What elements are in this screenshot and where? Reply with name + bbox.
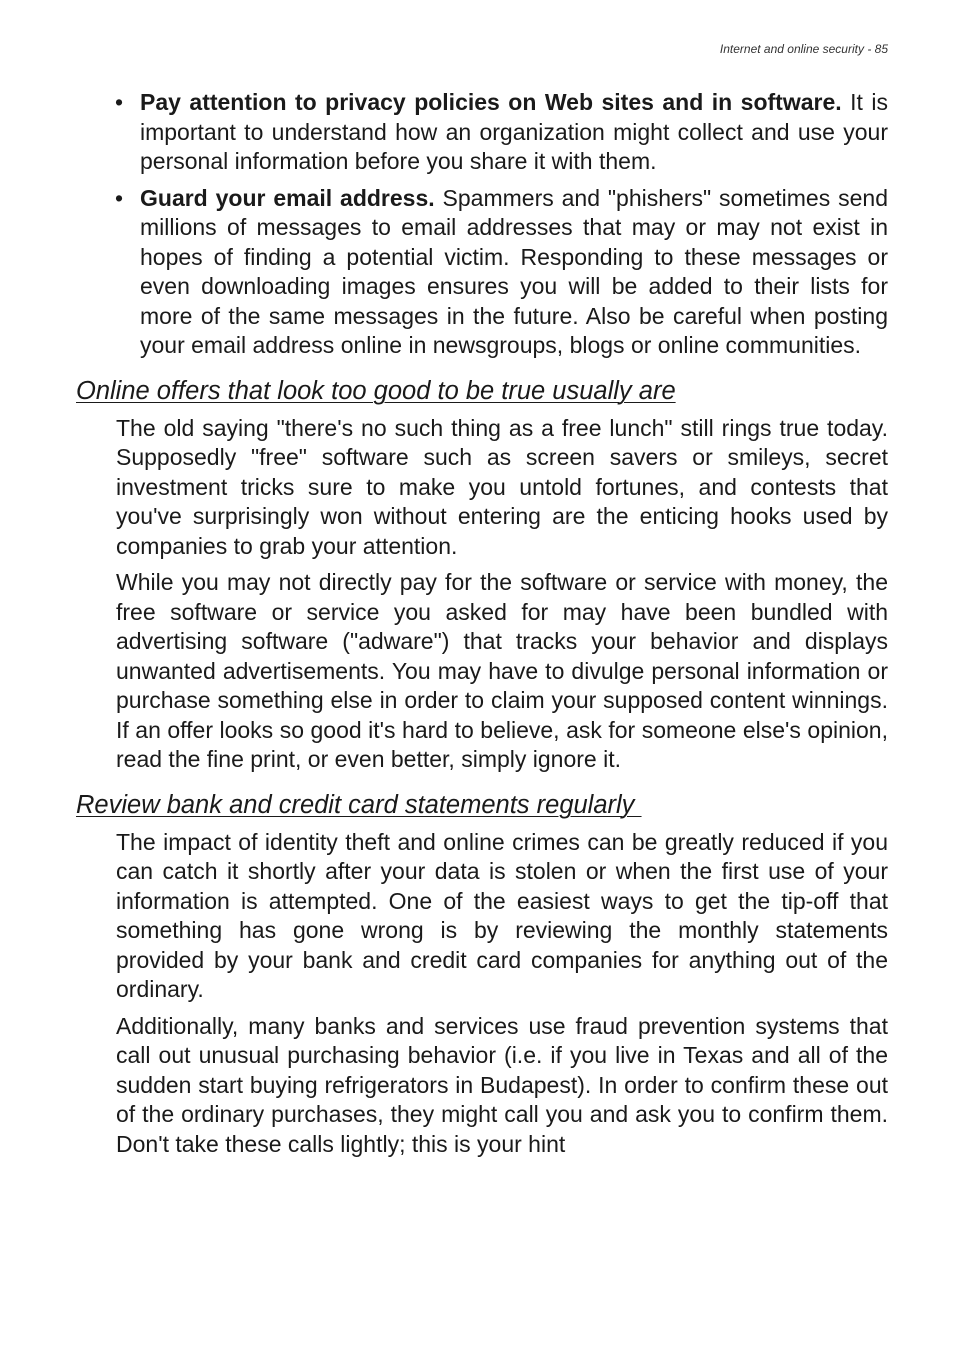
bullet-icon: •	[115, 184, 124, 211]
tips-list	[76, 88, 888, 361]
page-content	[76, 88, 888, 1166]
running-header: Internet and online security - 85	[719, 42, 888, 56]
list-item	[115, 88, 888, 177]
tip-heading: Pay attention to privacy policies on Web sites and in software.	[140, 89, 842, 115]
tip-text: Spammers and "phishers" sometimes send millions of messages to email addresses that may or may not exist in hopes of finding a potential victim. Responding to these messages or even downloading images ensures you will be added to their lists for more of the same messages in the future. Also be careful when posting your email address online in newsgroups, blogs or online communities.	[140, 184, 888, 358]
paragraph: The old saying "there's no such thing as a free lunch" still rings true today. Supposedly "free" software such as screen savers or smileys, secret investment tricks sure to make you untold fortunes, and contests that you've surprisingly won without entering are the enticing hooks used by companies to grab your attention.	[116, 414, 888, 559]
paragraph: The impact of identity theft and online crimes can be greatly reduced if you can catch it shortly after your data is stolen or when the first use of your information is attempted. One of the easiest ways to get the tip-off that something has gone wrong is by reviewing the monthly statements provided by your bank and credit card companies for anything out of the ordinary.	[116, 828, 888, 1002]
paragraph: Additionally, many banks and services use fraud prevention systems that call out unusual purchasing behavior (i.e. if you live in Texas and all of the sudden start buying refrigerators in Budapest). In order to confirm these out of the ordinary purchases, they might call you and ask you to confirm them. Don't take these calls lightly; this is your hint	[116, 1012, 888, 1157]
tip-text: It is important to understand how an organization might collect and use your personal information before you share it with them.	[140, 89, 888, 174]
tip-heading: Guard your email address.	[140, 184, 435, 211]
list-item	[115, 184, 888, 361]
bullet-icon: •	[115, 89, 124, 115]
section-heading-review-statements: Review bank and credit card statements regularly	[76, 790, 642, 819]
section-heading-online-offers: Online offers that look too good to be true usually are	[76, 376, 676, 405]
paragraph: While you may not directly pay for the software or service with money, the free software or service you asked for may have been bundled with advertising software ("adware") that tracks your behavior and displays unwanted advertisements. You may have to divulge personal information or purchase something else in order to claim your supposed content winnings. If an offer looks so good it's hard to believe, ask for someone else's opinion, read the fine print, or even better, simply ignore it.	[116, 569, 888, 772]
